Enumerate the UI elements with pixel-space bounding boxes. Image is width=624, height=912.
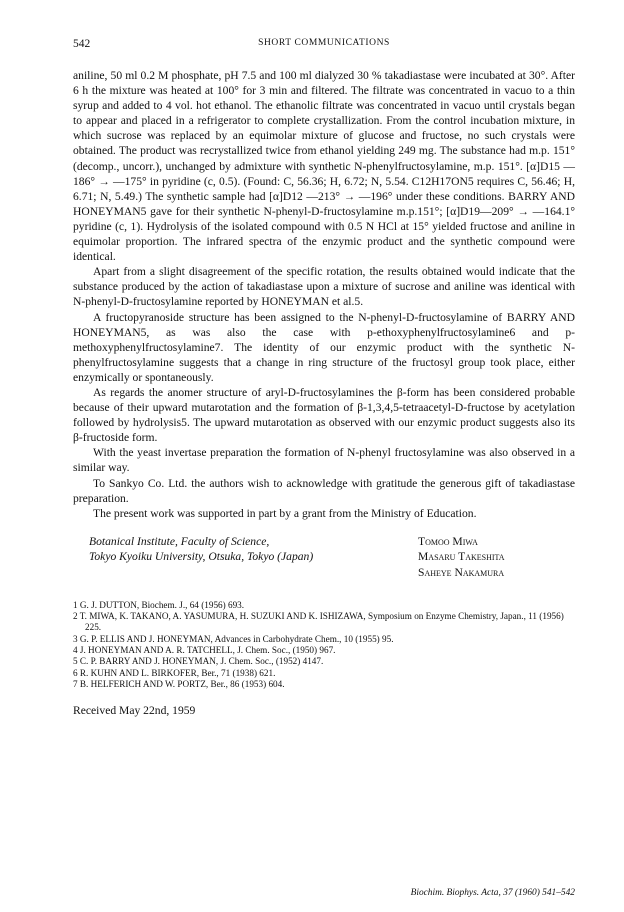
author-list: [418, 534, 505, 581]
page-header: [73, 38, 575, 54]
paragraph-structure: A fructopyranoside structure has been assigned to the N-phenyl-D-fructosylamine of BARRY AND HONEYMAN5, as was also the case with p-ethoxyphenylfructosylamine6 and p-methoxyphenylfructosylamine7. The identity of our enzymic product with the synthetic N-phenylfructosylamine suggests that a change in ring structure of the fructosyl group took place, either enzymically or spontaneously.: [73, 310, 575, 384]
reference-item: 5 C. P. BARRY AND J. HONEYMAN, J. Chem. Soc., (1952) 4147.: [73, 656, 324, 667]
reference-item: 3 G. P. ELLIS AND J. HONEYMAN, Advances in Carbohydrate Chem., 10 (1955) 95.: [73, 633, 394, 644]
reference-item: 6 R. KUHN AND L. BIRKOFER, Ber., 71 (1938) 621.: [73, 667, 276, 678]
article-body: [73, 68, 575, 521]
received-date: Received May 22nd, 1959: [73, 704, 196, 718]
reference-item: 7 B. HELFERICH AND W. PORTZ, Ber., 86 (1953) 604.: [73, 678, 285, 689]
paragraph-anomer: As regards the anomer structure of aryl-D-fructosylamines the β-form has been considered probable because of their upward mutarotation and the formation of β-1,3,4,5-tetraacetyl-D-fructose by acetylation followed by hydrolysis5. The upward mutarotation as observed with our enzymic product suggests also its β-fructoside form.: [73, 385, 575, 445]
journal-citation-footer: Biochim. Biophys. Acta, 37 (1960) 541–542: [410, 888, 575, 898]
affiliation-line: Botanical Institute, Faculty of Science,: [89, 534, 270, 548]
affiliation-line: Tokyo Kyoiku University, Otsuka, Tokyo (Japan): [89, 550, 314, 564]
paragraph-identity: Apart from a slight disagreement of the specific rotation, the results obtained would indicate that the substance produced by the action of takadiastase upon a mixture of sucrose and aniline was identical with N-phenyl-D-fructosylamine reported by HONEYMAN et al.5.: [73, 265, 575, 309]
reference-list: [73, 600, 575, 690]
paragraph-acknowledgement: To Sankyo Co. Ltd. the authors wish to acknowledge with gratitude the generous gift of takadiastase preparation.: [73, 476, 575, 505]
author-name: Masaru Takeshita: [418, 550, 505, 564]
paragraph-methods: aniline, 50 ml 0.2 M phosphate, pH 7.5 and 100 ml dialyzed 30 % takadiastase were incubated at 30°. After 6 h the mixture was heated at 100° for 3 min and filtered. The filtrate was concentrated in vacuo to a thin syrup and added to 4 vol. hot ethanol. The ethanolic filtrate was concentrated in vacuo until crystals began to appear and placed in a refrigerator to complete crystallization. From the control incubation mixture, in which sucrose was replaced by an equimolar mixture of glucose and fructose, no such crystals were obtained. The product was recrystallized twice from ethanol yielding 249 mg. The substance had m.p. 151° (decomp., uncorr.), unchanged by admixture with synthetic N-phenylfructosylamine, m.p. 151°. [α]D15 —186° → —175° in pyridine (c, 0.5). (Found: C, 56.36; H, 6.72; N, 5.54. C12H17ON5 requires C, 56.46; H, 6.71; N, 5.49.) The synthetic sample had [α]D12 —213° → —196° under these conditions. BARRY AND HONEYMAN5 gave for their synthetic N-phenyl-D-fructosylamine m.p.151°; [α]D19—209° → —164.1° pyridine (c, 1). Hydrolysis of the isolated compound with 0.5 N HCl at 15° yielded fructose and aniline in equimolar proportion. The infrared spectra of the enzymic product and the synthetic compound were identical.: [73, 69, 575, 264]
paragraph-funding: The present work was supported in part by a grant from the Ministry of Education.: [93, 506, 477, 520]
reference-item: 2 T. MIWA, K. TAKANO, A. YASUMURA, H. SUZUKI AND K. ISHIZAWA, Symposium on Enzyme Chemistry, Japan., 11 (1956) 225.: [73, 611, 564, 633]
author-name: Saheye Nakamura: [418, 565, 505, 579]
reference-item: 1 G. J. DUTTON, Biochem. J., 64 (1956) 693.: [73, 599, 245, 610]
paragraph-invertase: With the yeast invertase preparation the formation of N-phenyl fructosylamine was also observed in a similar way.: [73, 446, 575, 475]
running-title: SHORT COMMUNICATIONS: [258, 38, 390, 48]
page: [73, 38, 575, 898]
reference-item: 4 J. HONEYMAN AND A. R. TATCHELL, J. Chem. Soc., (1950) 967.: [73, 645, 336, 655]
page-number: 542: [73, 38, 91, 50]
author-name: Tomoo Miwa: [418, 534, 478, 548]
signature-block: [73, 534, 575, 583]
affiliation: [89, 534, 313, 565]
